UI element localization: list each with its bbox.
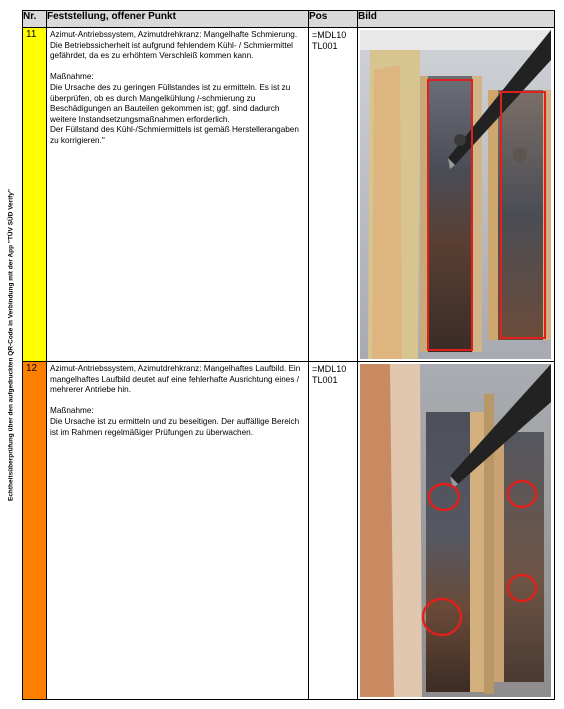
- finding-text: Azimut-Antriebssystem, Azimutdrehkranz: Mangelhafte Schmierung. Die Betriebssicherheit ist aufgrund fehlendem Kühl- / Schmiermittel gefährdet, da es zu erhöhtem Verschleiß kommen kann.: [50, 30, 298, 61]
- finding-cell: [47, 28, 309, 362]
- side-note: [0, 0, 22, 709]
- table-row: [23, 362, 555, 700]
- finding-cell: [47, 362, 309, 700]
- image-cell: [358, 362, 555, 700]
- row-number: 11: [23, 28, 47, 362]
- image-cell: [358, 28, 555, 362]
- pos-line1: =MDL10: [312, 364, 347, 374]
- photo-gear-teeth-lubrication: [360, 30, 551, 359]
- header-pos: Pos: [309, 11, 358, 28]
- pos-cell: [309, 28, 358, 362]
- measure-title: Maßnahme:: [50, 406, 94, 416]
- table-row: [23, 28, 555, 362]
- pos-line2: TL001: [312, 374, 338, 385]
- measure-text: Die Ursache ist zu ermitteln und zu beseitigen. Der auffällige Bereich ist im Rahmen regelmäßiger Prüfungen zu überwachen.: [50, 416, 300, 437]
- verification-note: Echtheitsüberprüfung über den aufgedruckten QR-Code in Verbindung mit der App "TÜV SÜD Verify": [7, 189, 15, 501]
- pos-line1: =MDL10: [312, 30, 347, 40]
- photo-gear-teeth-wear-pattern: [360, 364, 551, 697]
- row-number: 12: [23, 362, 47, 700]
- findings-table: [22, 10, 555, 700]
- header-finding: Feststellung, offener Punkt: [47, 11, 309, 28]
- pos-cell: [309, 362, 358, 700]
- pos-line2: TL001: [312, 40, 338, 51]
- measure-text: Die Ursache des zu geringen Füllstandes ist zu ermitteln. Es ist zu überprüfen, ob es durch Mangelkühlung /-schmierung zu Beschädigungen an Bauteilen gekommen ist; ggf. sind dadurch weitere Instandsetzungsmaßnahmen erforderlich.: [50, 82, 291, 124]
- finding-text: Azimut-Antriebssystem, Azimutdrehkranz: Mangelhaftes Laufbild. Ein mangelhaftes Laufbild deutet auf eine fehlerhafte Ausrichtung eines / mehrerer Antriebe hin.: [50, 364, 301, 395]
- measure-title: Maßnahme:: [50, 72, 94, 82]
- table-header-row: [23, 11, 555, 28]
- measure-extra-text: Der Füllstand des Kühl-/Schmiermittels ist gemäß Herstellerangaben zu korrigieren.": [50, 125, 299, 145]
- header-image: Bild: [358, 11, 555, 28]
- header-nr: Nr.: [23, 11, 47, 28]
